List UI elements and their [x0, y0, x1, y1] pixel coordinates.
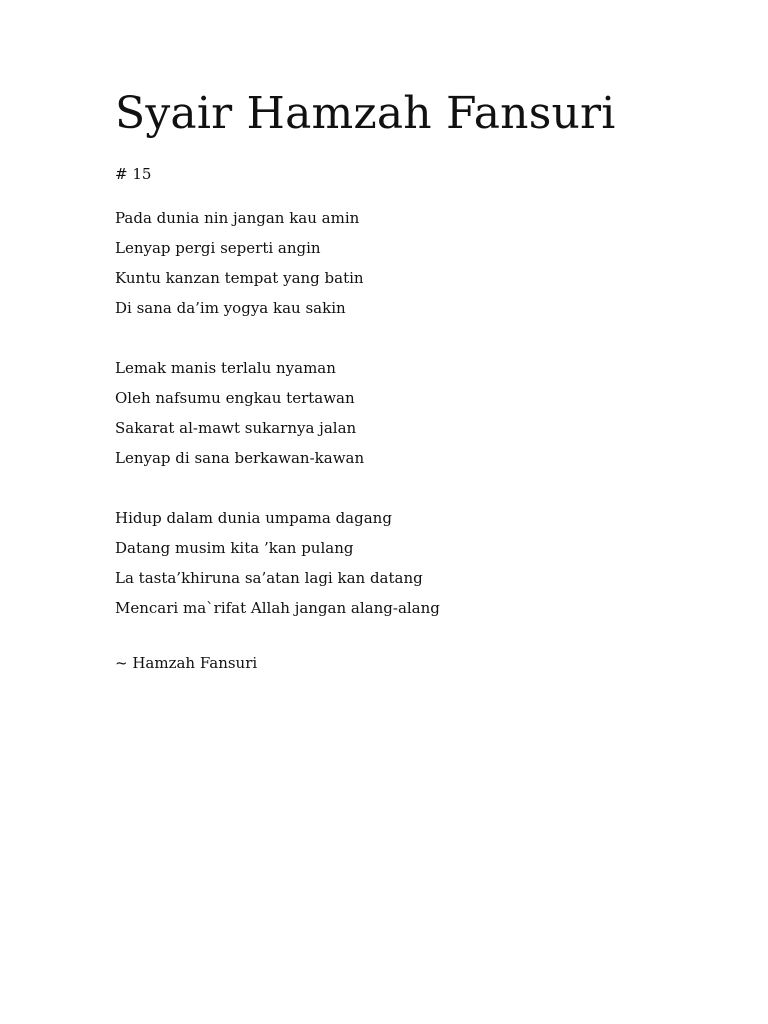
poem-line: Di sana da’im yogya kau sakin — [115, 299, 346, 317]
poem-line: Lemak manis terlalu nyaman — [115, 359, 336, 377]
poem-line: Sakarat al-mawt sukarnya jalan — [115, 419, 357, 437]
poem-line: Lenyap pergi seperti angin — [115, 239, 321, 257]
poem-number: # 15 — [115, 165, 152, 183]
stanza-3 — [115, 503, 440, 623]
stanza-1 — [115, 203, 364, 323]
poem-line: Datang musim kita ’kan pulang — [115, 539, 354, 557]
poem-line: Pada dunia nin jangan kau amin — [115, 209, 360, 227]
poem-line: Hidup dalam dunia umpama dagang — [115, 509, 392, 527]
poem-line: La tasta’khiruna sa’atan lagi kan datang — [115, 569, 423, 587]
poem-line: Lenyap di sana berkawan-kawan — [115, 449, 365, 467]
author-attribution: ~ Hamzah Fansuri — [115, 654, 258, 672]
page-title: Syair Hamzah Fansuri — [115, 88, 616, 139]
stanza-2 — [115, 353, 364, 473]
poem-line: Oleh nafsumu engkau tertawan — [115, 389, 355, 407]
poem-line: Kuntu kanzan tempat yang batin — [115, 269, 364, 287]
poem-line: Mencari ma`rifat Allah jangan alang-alang — [115, 599, 440, 617]
